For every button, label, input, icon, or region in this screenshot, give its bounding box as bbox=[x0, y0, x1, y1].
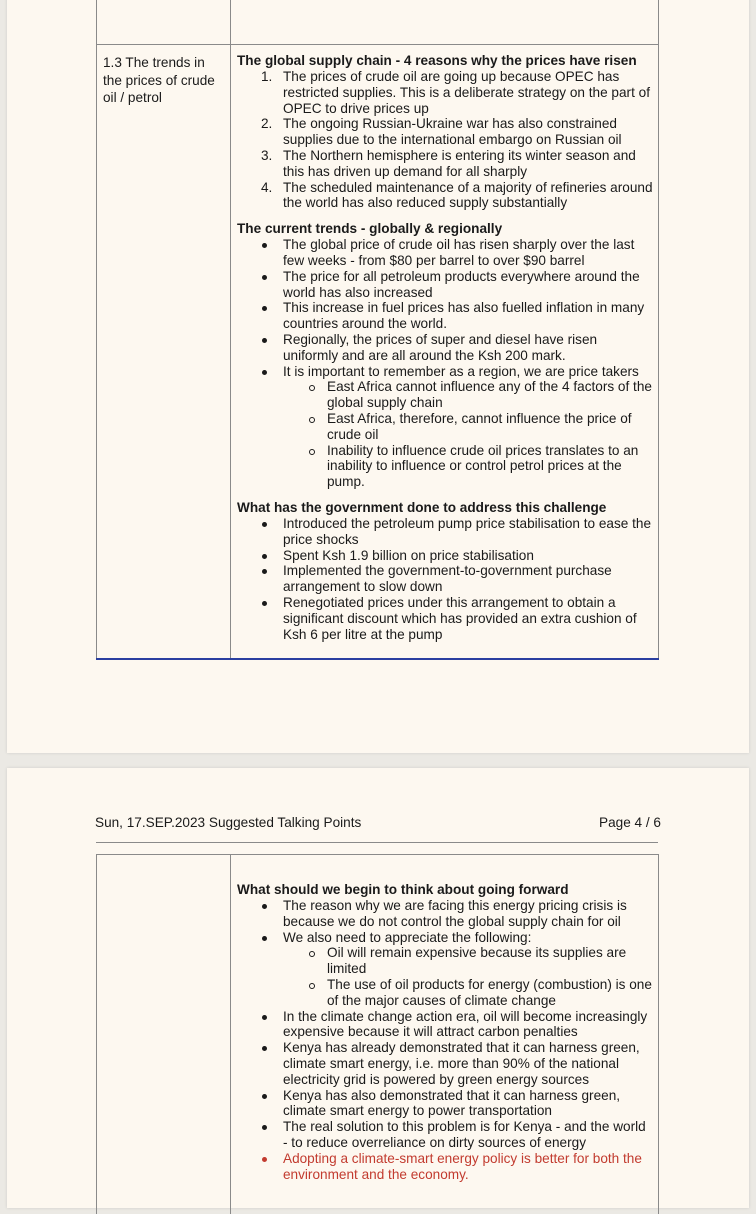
list-item-text: Renegotiated prices under this arrangement to obtain a significant discount which has provided an extra cushion of Ksh 6 per litre at the pump bbox=[283, 594, 637, 642]
list-item-text: We also need to appreciate the following: bbox=[283, 929, 532, 945]
sub-list-item-text: Inability to influence crude oil prices translates to an inability to influence or control petrol prices at the pump. bbox=[327, 442, 639, 490]
content-section bbox=[237, 500, 653, 642]
sub-list-item bbox=[237, 443, 653, 490]
list-item bbox=[237, 516, 653, 548]
list-item bbox=[237, 930, 653, 946]
bullet-icon bbox=[262, 370, 267, 375]
list-item-text: The global price of crude oil has risen sharply over the last few weeks - from $80 per barrel to over $90 barrel bbox=[283, 237, 635, 268]
document-page-3 bbox=[7, 0, 749, 753]
table-column-divider bbox=[230, 854, 231, 1214]
section-heading: The current trends - globally & regionally bbox=[237, 221, 503, 237]
list-item bbox=[237, 237, 653, 269]
section-heading: What should we begin to think about going forward bbox=[237, 882, 569, 897]
list-item-text: Introduced the petroleum pump price stabilisation to ease the price shocks bbox=[283, 515, 652, 547]
section-heading: The global supply chain - 4 reasons why the prices have risen bbox=[237, 53, 637, 68]
bullet-icon bbox=[262, 338, 267, 343]
bullet-icon bbox=[262, 1046, 267, 1051]
bullet-icon bbox=[262, 306, 267, 311]
bullet-icon bbox=[262, 522, 267, 527]
table-right-border bbox=[658, 0, 659, 660]
list-item-text: The ongoing Russian-Ukraine war has also constrained supplies due to the international embargo on Russian oil bbox=[283, 116, 622, 148]
table-row-border bbox=[96, 854, 658, 855]
list-item-text: Regionally, the prices of super and diesel have risen uniformly and are all around the Ksh 200 mark. bbox=[283, 331, 598, 363]
list-item-text: In the climate change action era, oil will become increasingly expensive because it will attract carbon penalties bbox=[283, 1008, 648, 1040]
sub-list-item-text: East Africa cannot influence any of the 4 factors of the global supply chain bbox=[327, 379, 652, 411]
list-item bbox=[237, 148, 653, 180]
numbered-list bbox=[237, 69, 653, 211]
sub-list-item bbox=[237, 945, 653, 977]
list-item-text: The prices of crude oil are going up because OPEC has restricted supplies. This is a deliberate strategy on the part of OPEC to drive prices up bbox=[283, 69, 650, 116]
table-right-border bbox=[658, 854, 659, 1214]
sub-list-item-text: The use of oil products for energy (combustion) is one of the major causes of climate change bbox=[327, 976, 652, 1008]
bullet-icon bbox=[262, 554, 267, 559]
section-heading: What has the government done to address this challenge bbox=[237, 499, 607, 515]
list-item bbox=[237, 269, 653, 301]
list-item bbox=[237, 180, 653, 212]
bullet-icon bbox=[262, 1157, 267, 1162]
list-item-text: The reason why we are facing this energy pricing crisis is because we do not control the global supply chain for oil bbox=[283, 898, 627, 929]
bullet-icon bbox=[262, 601, 267, 606]
sub-list-item-text: Oil will remain expensive because its supplies are limited bbox=[327, 945, 627, 977]
bullet-icon bbox=[262, 569, 267, 574]
sub-list-item bbox=[237, 379, 653, 411]
table-top-border bbox=[96, 44, 658, 45]
circle-bullet-icon bbox=[309, 449, 315, 455]
document-page-4 bbox=[7, 768, 749, 1208]
sub-list-item bbox=[237, 977, 653, 1009]
table-left-border bbox=[96, 854, 97, 1214]
list-item bbox=[237, 1151, 653, 1183]
circle-bullet-icon bbox=[309, 417, 315, 423]
bullet-list bbox=[237, 516, 653, 642]
list-item-text: Implemented the government-to-government purchase arrangement to slow down bbox=[283, 563, 612, 595]
page-header-title: Sun, 17.SEP.2023 Suggested Talking Points bbox=[95, 815, 362, 830]
list-item bbox=[237, 116, 653, 148]
list-item bbox=[237, 563, 653, 595]
list-number: 1. bbox=[261, 69, 273, 84]
row-label: 1.3 The trends in the prices of crude oil / petrol bbox=[103, 55, 215, 105]
list-item-text: Adopting a climate-smart energy policy is better for both the environment and the economy. bbox=[283, 1150, 642, 1182]
circle-bullet-icon bbox=[309, 385, 315, 391]
list-item-text: The price for all petroleum products everywhere around the world has also increased bbox=[283, 268, 640, 300]
bullet-icon bbox=[262, 904, 267, 909]
bullet-list bbox=[237, 237, 653, 490]
list-item-text: The Northern hemisphere is entering its winter season and this has driven up demand for all sharply bbox=[283, 147, 636, 179]
list-item bbox=[237, 1088, 653, 1120]
table-left-border bbox=[96, 0, 97, 660]
circle-bullet-icon bbox=[309, 951, 315, 957]
list-item-text: The real solution to this problem is for Kenya - and the world - to reduce overreliance on dirty sources of energy bbox=[283, 1119, 646, 1150]
list-item-text: The scheduled maintenance of a majority of refineries around the world has also reduced supply substantially bbox=[283, 179, 653, 211]
table-column-divider bbox=[230, 0, 231, 660]
sub-list-item-text: East Africa, therefore, cannot influence the price of crude oil bbox=[327, 410, 632, 442]
content-section bbox=[237, 882, 653, 1182]
list-item bbox=[237, 898, 653, 930]
row-content bbox=[237, 882, 653, 1182]
list-item bbox=[237, 364, 653, 380]
list-item-text: Kenya has also demonstrated that it can harness green, climate smart energy to power transportation bbox=[283, 1087, 621, 1119]
sub-list-item bbox=[237, 411, 653, 443]
bullet-icon bbox=[262, 243, 267, 248]
row-content bbox=[237, 53, 653, 652]
bullet-icon bbox=[262, 936, 267, 941]
list-number: 2. bbox=[261, 116, 273, 132]
page-number: Page 4 / 6 bbox=[599, 815, 661, 830]
list-item bbox=[237, 1040, 653, 1087]
list-item bbox=[237, 595, 653, 642]
bullet-list bbox=[237, 898, 653, 1182]
list-number: 3. bbox=[261, 147, 273, 163]
content-section bbox=[237, 53, 653, 211]
content-section bbox=[237, 221, 653, 490]
bullet-icon bbox=[262, 275, 267, 280]
table-top-border bbox=[96, 842, 658, 843]
list-item-text: This increase in fuel prices has also fuelled inflation in many countries around the world. bbox=[283, 300, 645, 332]
bullet-icon bbox=[262, 1015, 267, 1020]
list-item bbox=[237, 332, 653, 364]
list-item bbox=[237, 1009, 653, 1041]
bullet-icon bbox=[262, 1125, 267, 1130]
list-item bbox=[237, 1119, 653, 1151]
list-item bbox=[237, 69, 653, 116]
list-item bbox=[237, 300, 653, 332]
list-number: 4. bbox=[261, 179, 273, 195]
bullet-icon bbox=[262, 1094, 267, 1099]
list-item-text: It is important to remember as a region, we are price takers bbox=[283, 363, 639, 379]
circle-bullet-icon bbox=[309, 983, 315, 989]
list-item-text: Kenya has already demonstrated that it can harness green, climate smart energy, i.e. more than 90% of the national electricity grid is powered by green energy sources bbox=[283, 1040, 640, 1087]
table-bottom-rule bbox=[96, 658, 659, 660]
list-item-text: Spent Ksh 1.9 billion on price stabilisation bbox=[283, 547, 534, 563]
list-item bbox=[237, 548, 653, 564]
